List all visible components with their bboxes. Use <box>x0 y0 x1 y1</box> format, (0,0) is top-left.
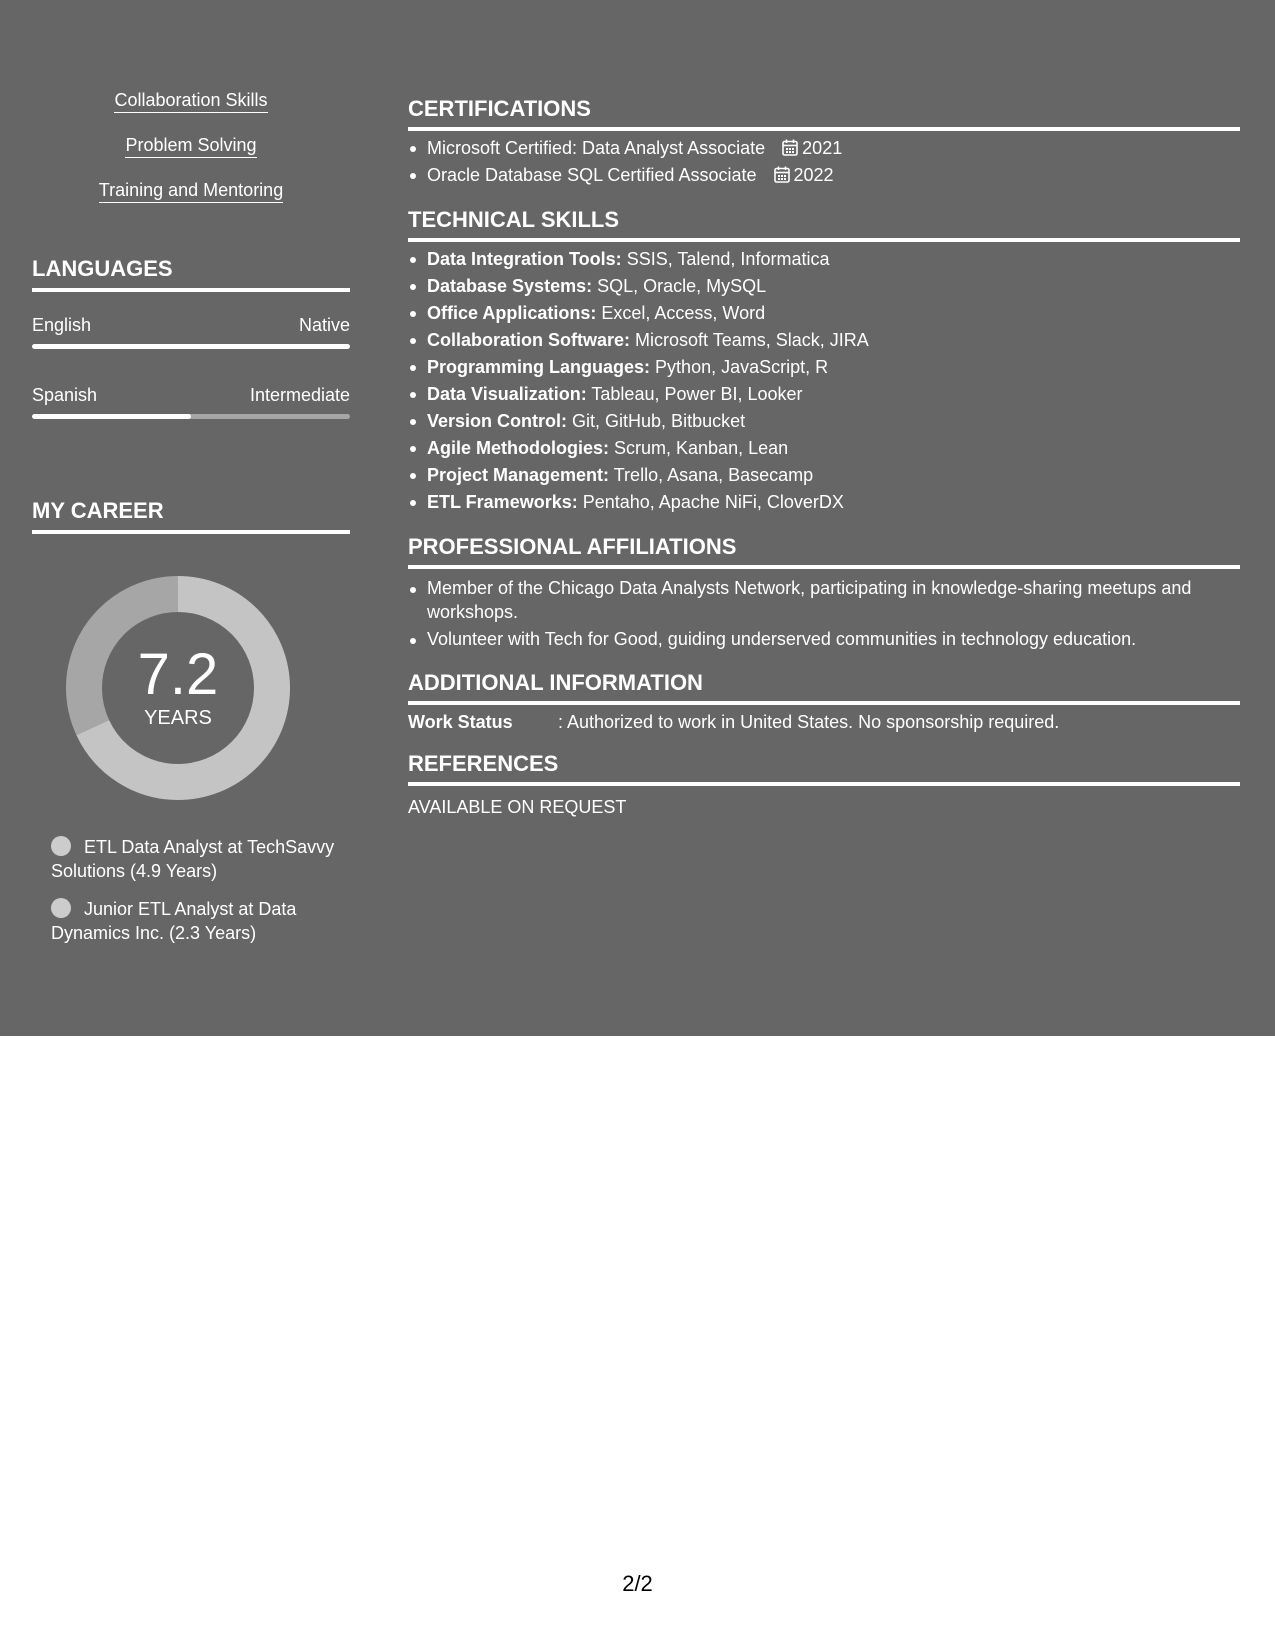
work-status-row <box>408 711 1059 733</box>
language-level: Intermediate <box>249 385 350 405</box>
certifications-list <box>408 135 1240 189</box>
affiliations-heading: PROFESSIONAL AFFILIATIONS <box>408 534 1240 569</box>
career-legend-item: Junior ETL Analyst at Data Dynamics Inc. (2.3 Years) <box>51 899 297 943</box>
legend-dot-icon <box>51 836 71 856</box>
legend-dot-icon <box>51 898 71 918</box>
skill-item: Collaboration Skills <box>32 89 350 111</box>
work-status-label: Work Status <box>408 712 513 732</box>
calendar-icon <box>774 166 790 183</box>
calendar-icon <box>782 139 798 156</box>
technical-skills-heading: TECHNICAL SKILLS <box>408 207 1240 242</box>
language-bar-fill <box>32 414 191 419</box>
language-bar-fill <box>32 344 350 349</box>
tech-skill-item: Programming Languages: Python, JavaScript, R <box>408 354 1240 381</box>
tech-skill-item: Office Applications: Excel, Access, Word <box>408 300 1240 327</box>
language-name: English <box>32 315 92 335</box>
tech-skill-item: Database Systems: SQL, Oracle, MySQL <box>408 273 1240 300</box>
affiliation-item: Volunteer with Tech for Good, guiding underserved communities in technology education. <box>408 627 1240 651</box>
career-legend-item: ETL Data Analyst at TechSavvy Solutions (4.9 Years) <box>51 837 335 881</box>
career-total-years: 7.2 <box>137 642 219 707</box>
language-row-spanish <box>32 384 350 406</box>
tech-skill-item: Project Management: Trello, Asana, Basecamp <box>408 462 1240 489</box>
language-row-english <box>32 314 350 336</box>
skill-item: Training and Mentoring <box>32 179 350 201</box>
tech-skill-item: Data Integration Tools: SSIS, Talend, Informatica <box>408 246 1240 273</box>
career-heading: MY CAREER <box>32 498 350 534</box>
references-heading: REFERENCES <box>408 751 1240 786</box>
certification-year: 2022 <box>793 165 834 185</box>
tech-skill-item: Version Control: Git, GitHub, Bitbucket <box>408 408 1240 435</box>
affiliations-list <box>408 576 1240 654</box>
career-total-unit: YEARS <box>144 707 212 729</box>
additional-info-heading: ADDITIONAL INFORMATION <box>408 670 1240 705</box>
certification-year: 2021 <box>802 138 843 158</box>
language-level: Native <box>298 315 350 335</box>
skill-item: Problem Solving <box>32 134 350 156</box>
page-number: 2/2 <box>622 1571 653 1596</box>
language-name: Spanish <box>32 385 98 405</box>
tech-skill-item: Agile Methodologies: Scrum, Kanban, Lean <box>408 435 1240 462</box>
certification-item: Oracle Database SQL Certified Associate 2022 <box>408 162 1240 189</box>
tech-skill-item: Data Visualization: Tableau, Power BI, Looker <box>408 381 1240 408</box>
affiliation-item: Member of the Chicago Data Analysts Network, participating in knowledge-sharing meetups and workshops. <box>408 576 1240 624</box>
tech-skill-item: ETL Frameworks: Pentaho, Apache NiFi, CloverDX <box>408 489 1240 516</box>
tech-skill-item: Collaboration Software: Microsoft Teams, Slack, JIRA <box>408 327 1240 354</box>
technical-skills-list <box>408 246 1240 516</box>
certifications-heading: CERTIFICATIONS <box>408 96 1240 131</box>
certification-item: Microsoft Certified: Data Analyst Associate 2021 <box>408 135 1240 162</box>
references-text: AVAILABLE ON REQUEST <box>408 797 627 817</box>
language-bar-spanish <box>32 414 350 419</box>
language-bar-english <box>32 344 350 349</box>
languages-heading: LANGUAGES <box>32 256 350 292</box>
work-status-value: : Authorized to work in United States. No sponsorship required. <box>558 712 1060 732</box>
career-donut-chart <box>66 576 290 800</box>
